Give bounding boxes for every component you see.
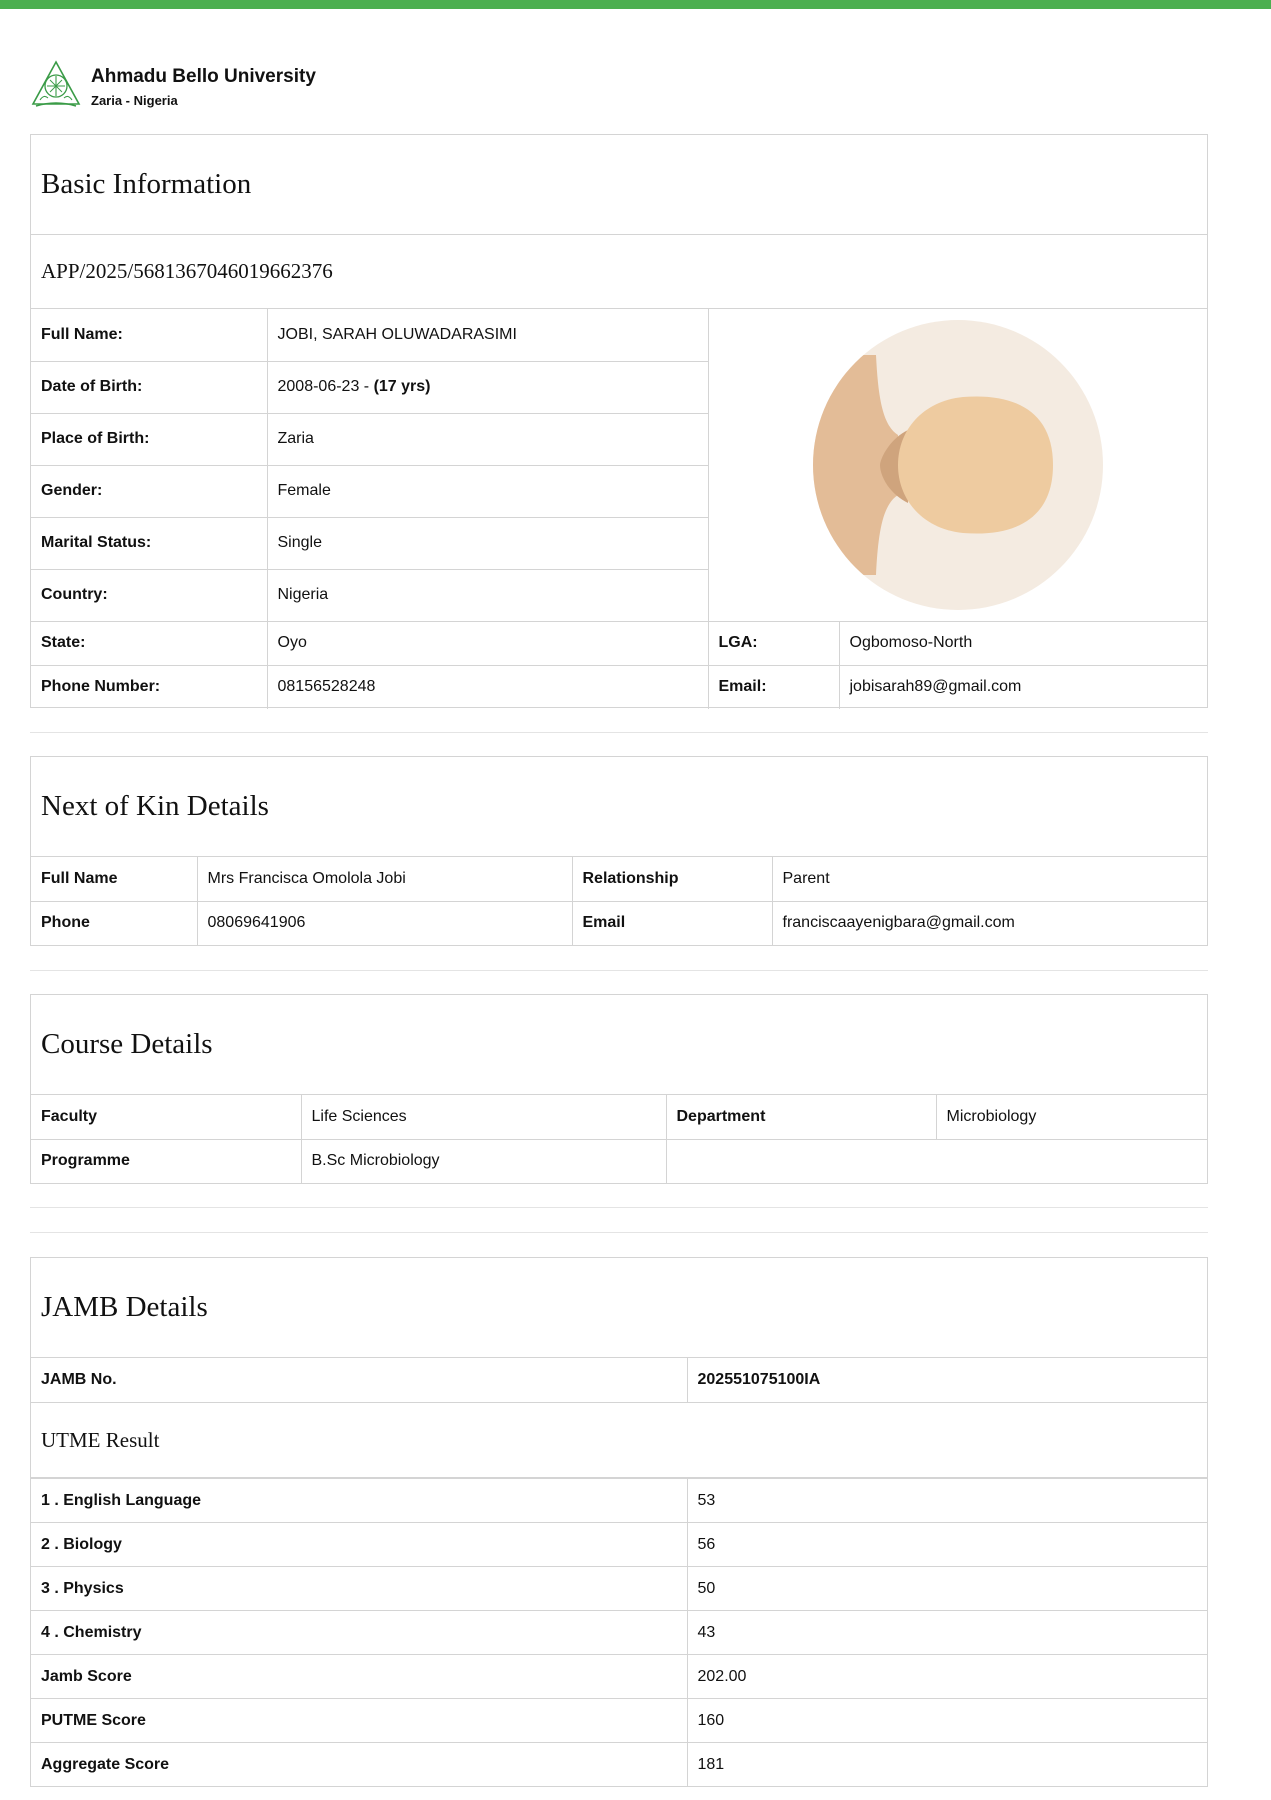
course-details-table <box>31 1095 1207 1183</box>
table-row <box>31 1743 1207 1787</box>
faculty-value: Life Sciences <box>301 1095 666 1139</box>
jamb-no-value: 202551075100IA <box>687 1358 1207 1402</box>
pob-value: Zaria <box>267 413 708 465</box>
marital-status-label: Marital Status: <box>31 517 267 569</box>
next-of-kin-table <box>31 857 1207 945</box>
university-name: Ahmadu Bello University <box>91 66 316 87</box>
phone-label: Phone Number: <box>31 665 267 709</box>
full-name-label: Full Name: <box>31 309 267 361</box>
table-row <box>31 1523 1207 1567</box>
table-row <box>31 1479 1207 1523</box>
section-title: Basic Information <box>31 135 1207 235</box>
result-value: 50 <box>687 1567 1207 1611</box>
department-value: Microbiology <box>936 1095 1207 1139</box>
email-label: Email: <box>708 665 839 709</box>
kin-relationship-label: Relationship <box>572 857 772 901</box>
kin-name-value: Mrs Francisca Omolola Jobi <box>197 857 572 901</box>
utme-result-heading: UTME Result <box>31 1402 1207 1478</box>
programme-value: B.Sc Microbiology <box>301 1139 666 1183</box>
email-value: jobisarah89@gmail.com <box>839 665 1207 709</box>
pob-label: Place of Birth: <box>31 413 267 465</box>
photo-cell <box>708 309 1207 621</box>
programme-label: Programme <box>31 1139 301 1183</box>
kin-name-label: Full Name <box>31 857 197 901</box>
age-value: (17 yrs) <box>373 378 431 395</box>
result-label: 2 . Biology <box>31 1523 687 1567</box>
course-details-section <box>30 994 1208 1184</box>
page-header <box>30 60 316 110</box>
section-divider <box>30 1232 1208 1233</box>
department-label: Department <box>666 1095 936 1139</box>
kin-relationship-value: Parent <box>772 857 1207 901</box>
result-value: 160 <box>687 1699 1207 1743</box>
full-name-value: JOBI, SARAH OLUWADARASIMI <box>267 309 708 361</box>
table-row <box>31 1699 1207 1743</box>
result-value: 202.00 <box>687 1655 1207 1699</box>
section-title: JAMB Details <box>31 1258 1207 1358</box>
result-value: 181 <box>687 1743 1207 1787</box>
section-divider <box>30 970 1208 971</box>
dob-value <box>267 361 708 413</box>
result-label: Aggregate Score <box>31 1743 687 1787</box>
gender-value: Female <box>267 465 708 517</box>
table-row <box>31 1655 1207 1699</box>
jamb-details-section <box>30 1257 1208 1787</box>
result-label: 1 . English Language <box>31 1479 687 1523</box>
result-label: Jamb Score <box>31 1655 687 1699</box>
phone-value: 08156528248 <box>267 665 708 709</box>
result-value: 53 <box>687 1479 1207 1523</box>
jamb-number-table <box>31 1358 1207 1402</box>
section-title: Next of Kin Details <box>31 757 1207 857</box>
lga-label: LGA: <box>708 621 839 665</box>
table-row <box>31 1567 1207 1611</box>
application-number: APP/2025/5681367046019662376 <box>31 235 1207 309</box>
empty-cell <box>666 1139 1207 1183</box>
section-title: Course Details <box>31 995 1207 1095</box>
utme-result-table <box>31 1478 1207 1787</box>
gender-label: Gender: <box>31 465 267 517</box>
country-value: Nigeria <box>267 569 708 621</box>
university-location: Zaria - Nigeria <box>91 93 178 108</box>
table-row <box>31 1611 1207 1655</box>
result-value: 43 <box>687 1611 1207 1655</box>
kin-phone-value: 08069641906 <box>197 901 572 945</box>
result-label: 3 . Physics <box>31 1567 687 1611</box>
result-value: 56 <box>687 1523 1207 1567</box>
marital-status-value: Single <box>267 517 708 569</box>
next-of-kin-section <box>30 756 1208 946</box>
basic-information-section <box>30 134 1208 708</box>
faculty-label: Faculty <box>31 1095 301 1139</box>
country-label: Country: <box>31 569 267 621</box>
kin-phone-label: Phone <box>31 901 197 945</box>
result-label: 4 . Chemistry <box>31 1611 687 1655</box>
section-divider <box>30 1207 1208 1208</box>
dob-label: Date of Birth: <box>31 361 267 413</box>
section-divider <box>30 732 1208 733</box>
kin-email-label: Email <box>572 901 772 945</box>
jamb-no-label: JAMB No. <box>31 1358 687 1402</box>
lga-value: Ogbomoso-North <box>839 621 1207 665</box>
result-label: PUTME Score <box>31 1699 687 1743</box>
dob-date: 2008-06-23 - <box>277 378 374 395</box>
state-value: Oyo <box>267 621 708 665</box>
top-accent-bar <box>0 0 1271 9</box>
avatar-placeholder-icon <box>798 315 1118 615</box>
basic-info-table <box>31 309 1207 709</box>
state-label: State: <box>31 621 267 665</box>
abu-crest-icon <box>30 60 82 110</box>
kin-email-value: franciscaayenigbara@gmail.com <box>772 901 1207 945</box>
